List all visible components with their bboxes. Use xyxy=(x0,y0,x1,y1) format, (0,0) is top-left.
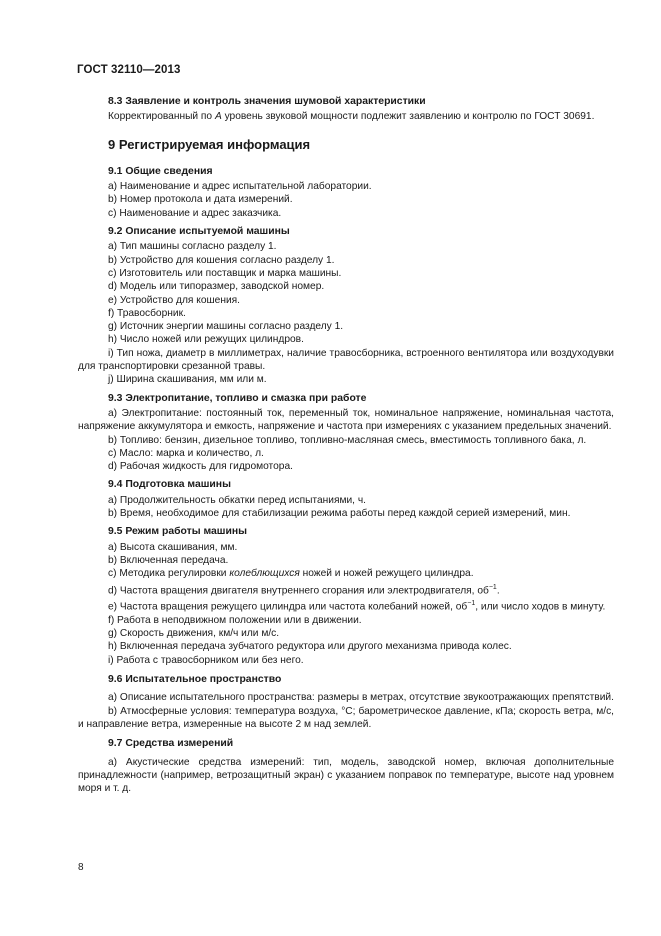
list-item: a) Наименование и адрес испытательной лаборатории. xyxy=(108,181,372,193)
section-9-title: 9 Регистрируемая информация xyxy=(108,136,311,152)
list-item: a) Высота скашивания, мм. xyxy=(108,541,238,553)
list-item: a) Тип машины согласно разделу 1. xyxy=(108,241,277,253)
list-item: b) Топливо: бензин, дизельное топливо, топливно-масляная смесь, вместимость топливного бака, л. xyxy=(108,434,587,446)
section-9-7-title: 9.7 Средства измерений xyxy=(108,738,234,750)
section-9-5-title: 9.5 Режим работы машины xyxy=(108,526,247,538)
document-body xyxy=(78,95,614,795)
list-item: c) Изготовитель или поставщик и марка машины. xyxy=(108,267,342,279)
list-item: b) Устройство для кошения согласно разделу 1. xyxy=(108,254,335,266)
list-item: g) Источник энергии машины согласно разделу 1. xyxy=(108,321,344,333)
list-item: f) Работа в неподвижном положении или в движении. xyxy=(108,614,362,626)
list-item: g) Скорость движения, км/ч или м/с. xyxy=(108,628,280,640)
list-item: i) Работа с травосборником или без него. xyxy=(108,654,304,666)
list-item: b) Включенная передача. xyxy=(108,554,229,566)
list-item: a) Электропитание: постоянный ток, переменный ток, номинальное напряжение, номинальная частота, напряжение аккумулятора и емкость, напряжение и частота при измерениях с указанием предельных значений. xyxy=(78,407,614,433)
section-9-4-title: 9.4 Подготовка машины xyxy=(108,479,231,491)
list-item: e) Устройство для кошения. xyxy=(108,294,240,306)
section-9-1-title: 9.1 Общие сведения xyxy=(108,165,213,177)
list-item: c) Наименование и адрес заказчика. xyxy=(108,207,282,219)
list-item: h) Число ножей или режущих цилиндров. xyxy=(108,334,304,346)
list-item: c) Масло: марка и количество, л. xyxy=(108,447,264,459)
section-8-3-title: 8.3 Заявление и контроль значения шумовой характеристики xyxy=(108,96,426,107)
list-item: b) Номер протокола и дата измерений. xyxy=(108,194,293,206)
list-item: a) Акустические средства измерений: тип, модель, заводской номер, включая дополнительные принадлежности (например, ветрозащитный экран) с указанием поправок по температуре, высоте над уровнем моря и т. д. xyxy=(78,756,614,795)
list-item: d) Модель или типоразмер, заводской номер. xyxy=(108,281,325,293)
section-9-3-title: 9.3 Электропитание, топливо и смазка при работе xyxy=(108,392,367,404)
list-item: a) Описание испытательного пространства: размеры в метрах, отсутствие звукоотражающих препятствий. xyxy=(108,692,614,704)
list-item: a) Продолжительность обкатки перед испытаниями, ч. xyxy=(108,494,366,506)
list-item: d) Рабочая жидкость для гидромотора. xyxy=(108,461,293,473)
list-item: e) Частота вращения режущего цилиндра или частота колебаний ножей, $об^{-1}$, или число ходов в минуту. xyxy=(108,600,606,613)
section-8-3-text: Корректированный по A уровень звуковой мощности подлежит заявлению и контролю по ГОСТ 30691. xyxy=(108,111,595,123)
list-item: j) Ширина скашивания, мм или м. xyxy=(108,374,267,386)
list-item: c) Методика регулировки колеблющихся ножей и ножей режущего цилиндра. xyxy=(108,568,474,580)
list-item: i) Тип ножа, диаметр в миллиметрах, наличие травосборника, встроенного вентилятора или воздуходувки для транспортировки срезанной травы. xyxy=(78,347,614,373)
section-9-2-title: 9.2 Описание испытуемой машины xyxy=(108,226,290,238)
list-item: f) Травосборник. xyxy=(108,307,186,319)
list-item: b) Атмосферные условия: температура воздуха, °C; барометрическое давление, кПа; скорость ветра, м/с, и направление ветра, измеренные на высоте 2 м над землей. xyxy=(78,705,614,730)
list-item: h) Включенная передача зубчатого редуктора или другого механизма привода колес. xyxy=(108,641,512,653)
document-header: ГОСТ 32110—2013 xyxy=(77,64,181,76)
list-item: d) Частота вращения двигателя внутреннего сгорания или электродвигателя, $об^{-1}$. xyxy=(108,583,500,596)
page-number: 8 xyxy=(78,862,84,873)
section-9-6-title: 9.6 Испытательное пространство xyxy=(108,674,282,686)
list-item: b) Время, необходимое для стабилизации режима работы перед каждой серией измерений, мин. xyxy=(108,508,571,520)
